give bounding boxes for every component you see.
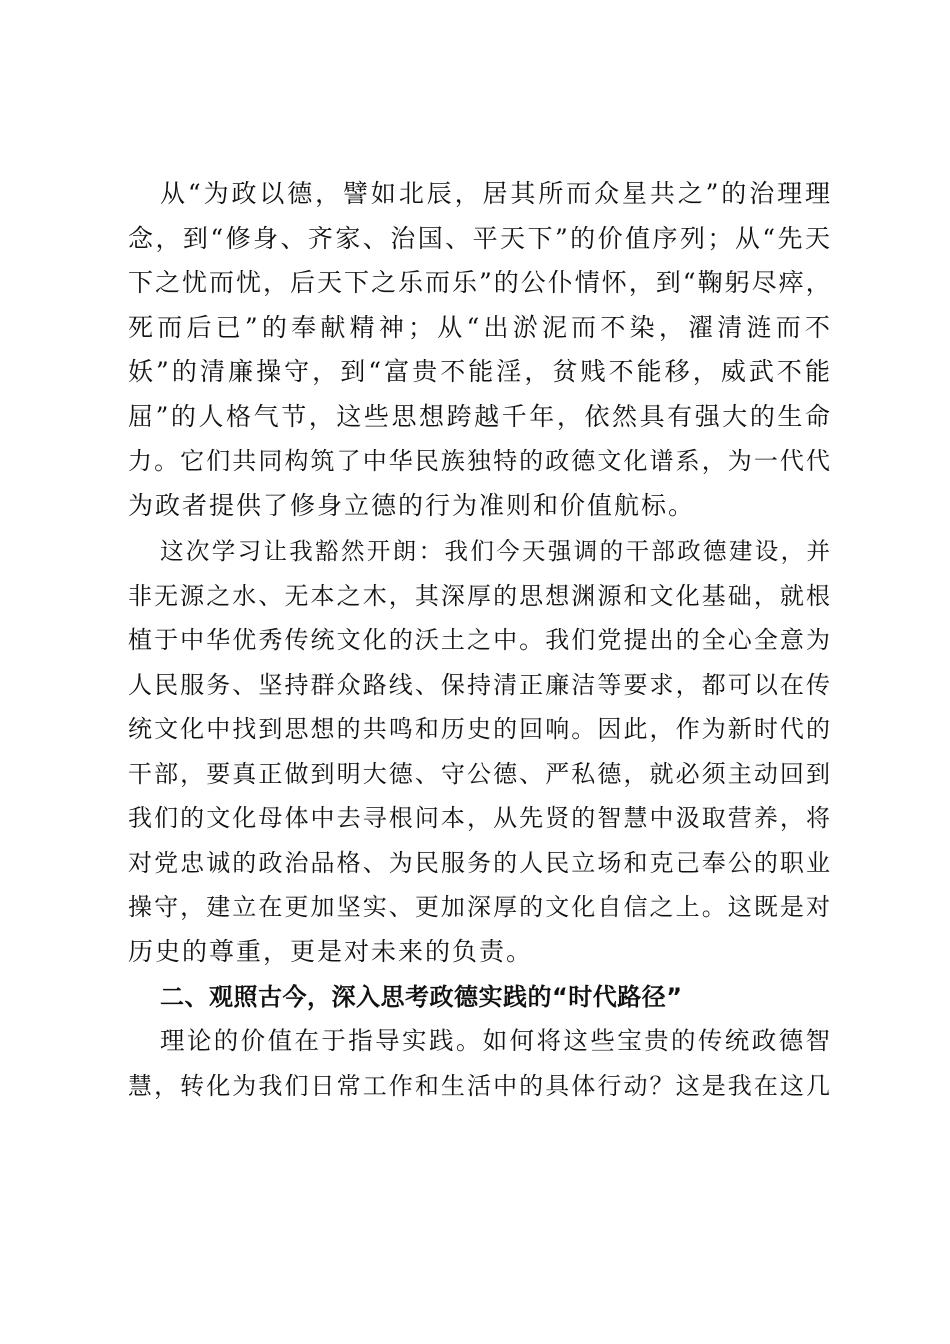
- text-line: 力。它们共同构筑了中华民族独特的政德文化谱系，为一代代: [128, 447, 832, 475]
- paragraph-practice-path: [128, 1019, 832, 1108]
- section-heading: 二、观照古今，深入思考政德实践的“时代路径”: [160, 983, 683, 1011]
- text-line: 非无源之水、无本之木，其深厚的思想渊源和文化基础，就根: [128, 581, 832, 610]
- text-line: 慧，转化为我们日常工作和生活中的具体行动？这是我在这几: [128, 1071, 832, 1100]
- text-line: 这次学习让我豁然开朗：我们今天强调的干部政德建设，并: [160, 537, 832, 565]
- text-line: 为政者提供了修身立德的行为准则和价值航标。: [128, 490, 696, 520]
- paragraph-governance-ideals: [128, 172, 832, 528]
- text-line: 干部，要真正做到明大德、守公德、严私德，就必须主动回到: [128, 759, 832, 788]
- paragraph-learning-reflection: [128, 529, 832, 974]
- text-line: 妖”的清廉操守，到“富贵不能淫，贫贱不能移，威武不能: [128, 357, 832, 386]
- section-heading-2: [128, 975, 832, 1020]
- text-line: 理论的价值在于指导实践。如何将这些宝贵的传统政德智: [160, 1026, 832, 1055]
- text-line: 历史的尊重，更是对未来的负责。: [128, 936, 534, 966]
- text-line: 人民服务、坚持群众路线、保持清正廉洁等要求，都可以在传: [128, 670, 832, 699]
- text-line: 对党忠诚的政治品格、为民服务的人民立场和克己奉公的职业: [128, 848, 832, 877]
- text-line: 下之忧而忧，后天下之乐而乐”的公仆情怀，到“鞠躬尽瘁，: [128, 268, 833, 297]
- text-line: 从“为政以德，譬如北辰，居其所而众星共之”的治理理: [160, 179, 832, 208]
- text-line: 植于中华优秀传统文化的沃土之中。我们党提出的全心全意为: [128, 626, 832, 654]
- text-line: 我们的文化母体中去寻根问本，从先贤的智慧中汲取营养，将: [128, 804, 832, 832]
- text-line: 念，到“修身、齐家、治国、平天下”的价值序列；从“先天: [128, 223, 832, 253]
- text-line: 死而后已”的奉献精神；从“出淤泥而不染，濯清涟而不: [128, 312, 832, 342]
- text-line: 屈”的人格气节，这些思想跨越千年，依然具有强大的生命: [128, 401, 832, 431]
- text-line: 统文化中找到思想的共鸣和历史的回响。因此，作为新时代的: [128, 715, 832, 743]
- text-line: 操守，建立在更加坚实、更加深厚的文化自信之上。这既是对: [128, 893, 832, 921]
